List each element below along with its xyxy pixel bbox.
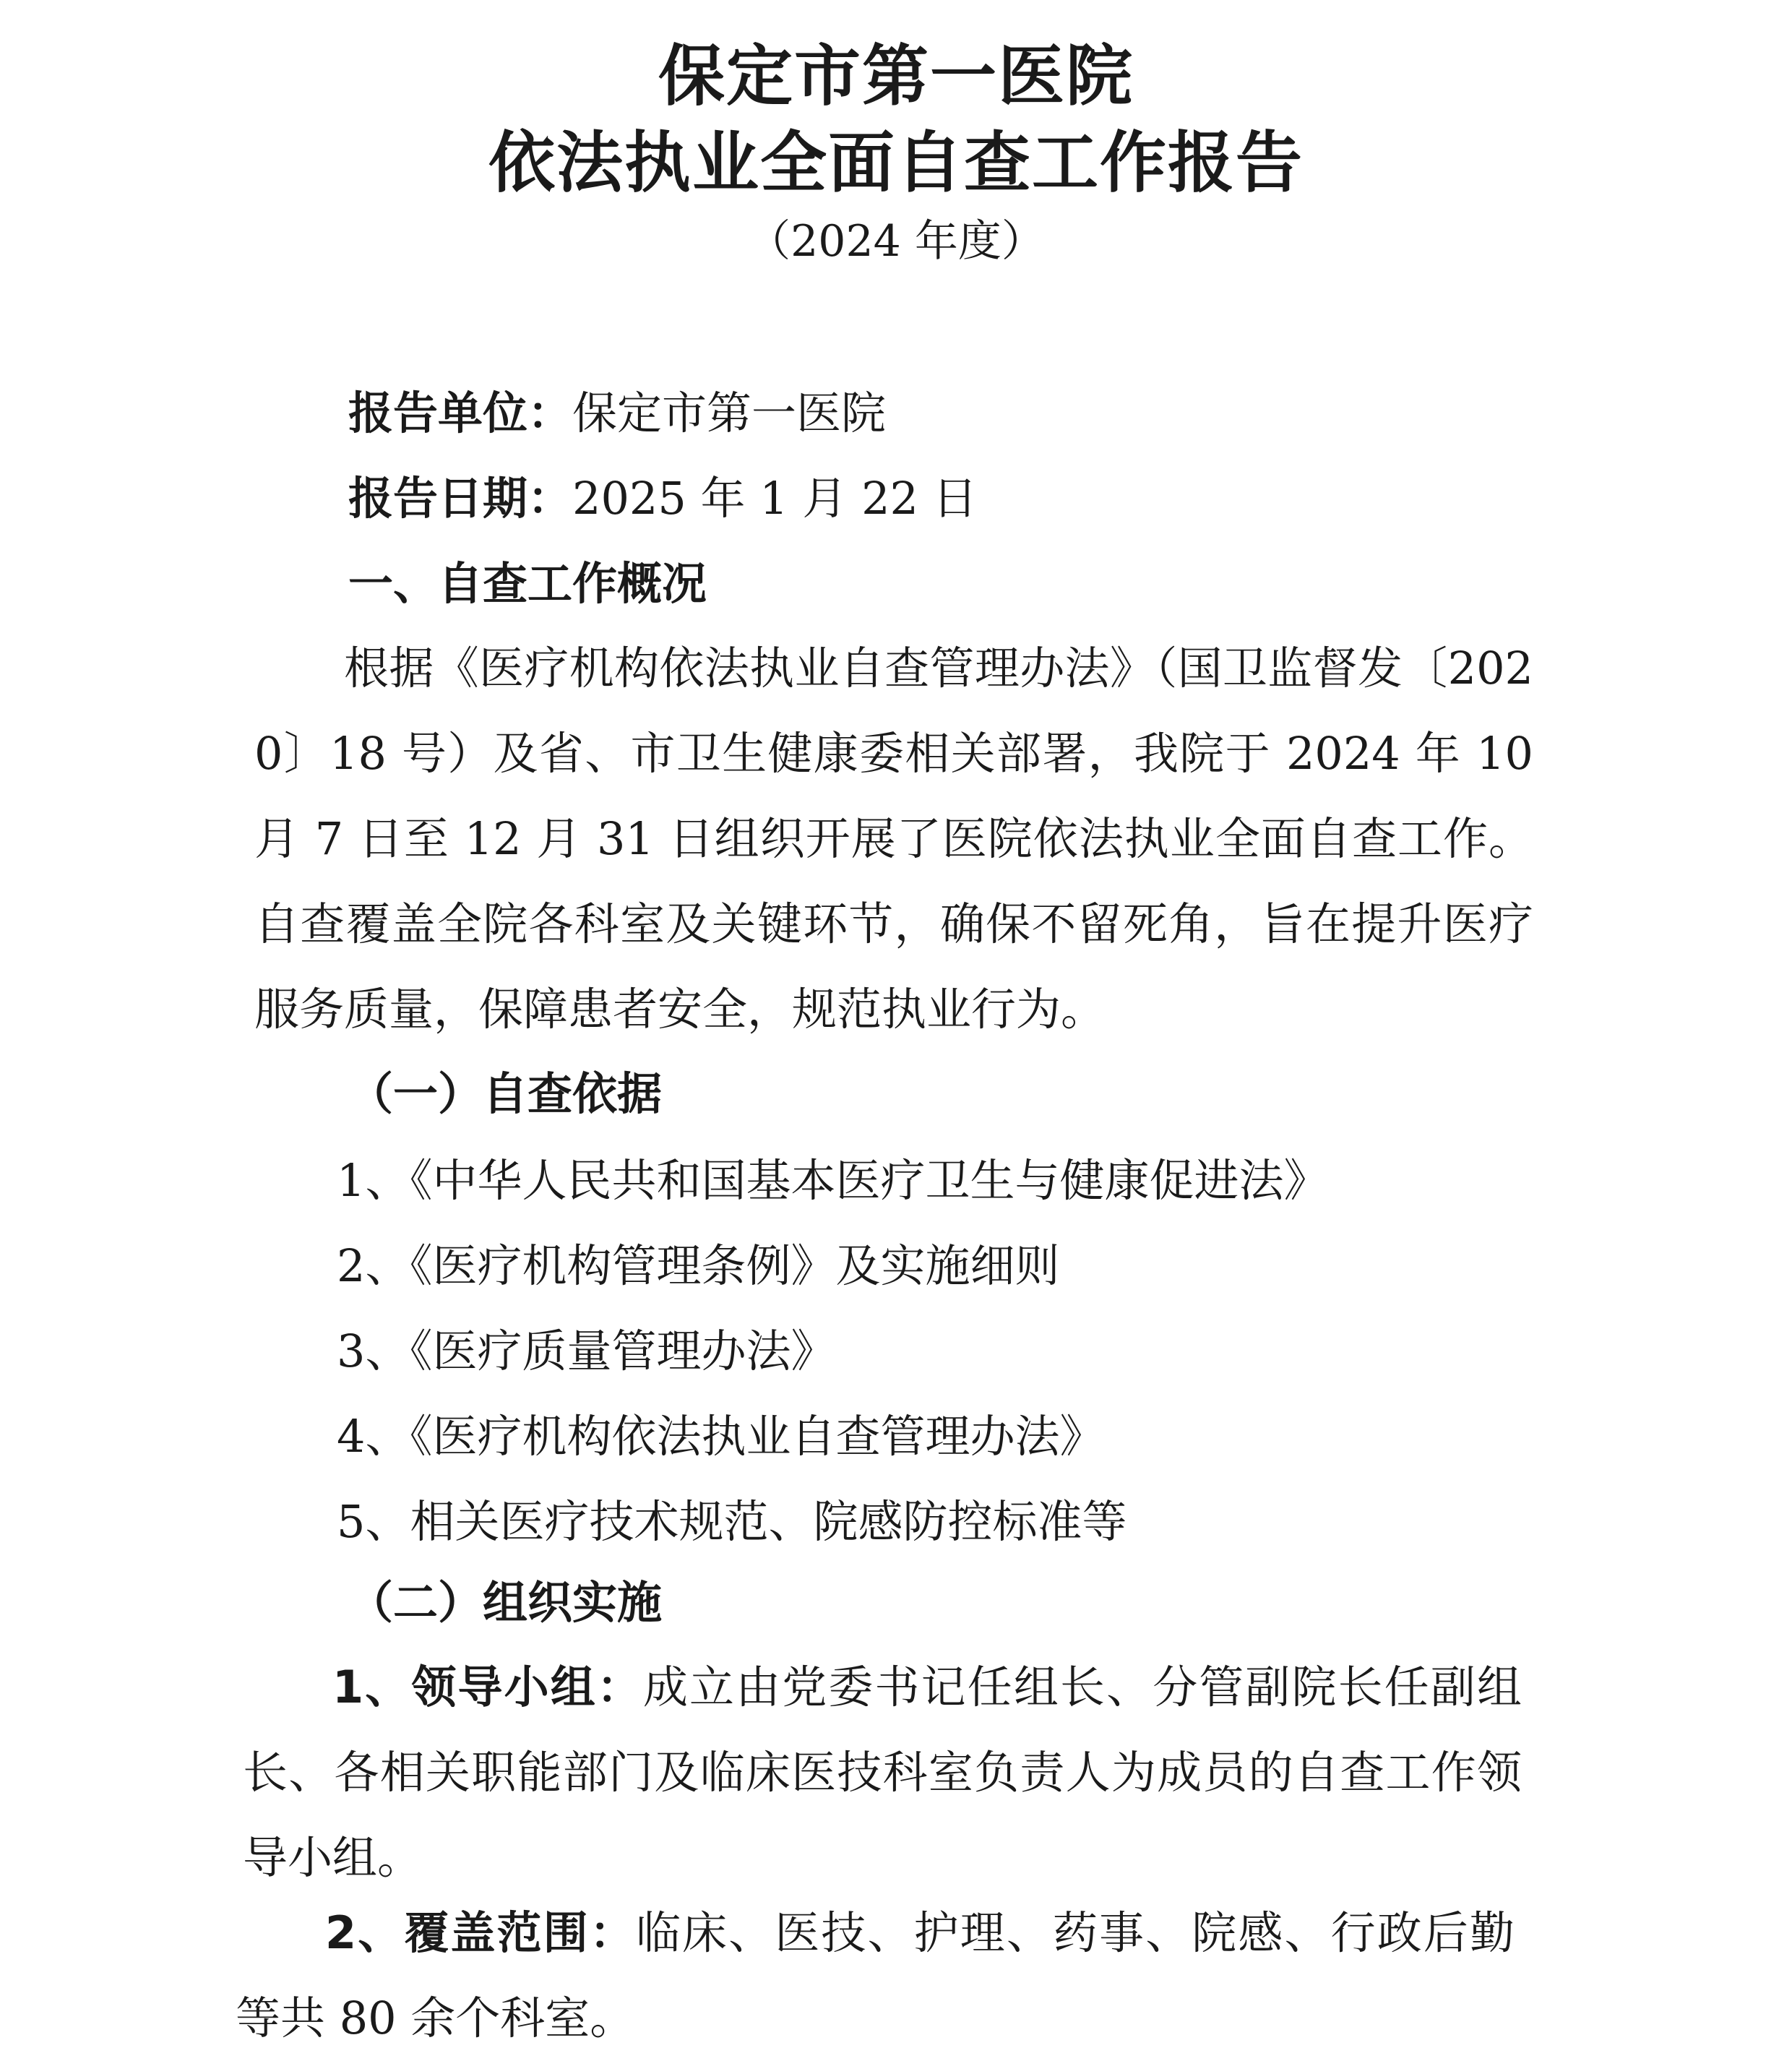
leadership-group-text: 成立由党委书记任组长、分管副院长任副组长、各相关职能部门及临床医技科室负责人为成员的自查工作领导小组。 <box>243 1661 1522 1884</box>
coverage-scope-label: 2、覆盖范围： <box>325 1906 636 1959</box>
subsection-heading-basis: （一）自查依据 <box>348 1067 663 1120</box>
section-heading: 一、自查工作概况 <box>348 557 707 610</box>
basis-item: 2、《医疗机构管理条例》及实施细则 <box>337 1239 1060 1292</box>
leadership-group-label: 1、领导小组： <box>332 1661 643 1713</box>
basis-item: 1、《中华人民共和国基本医疗卫生与健康促进法》 <box>337 1154 1329 1207</box>
basis-item: 4、《医疗机构依法执业自查管理办法》 <box>337 1410 1105 1463</box>
overview-paragraph: 根据《医疗机构依法执业自查管理办法》（国卫监督发〔2020〕18 号）及省、市卫生健康委相关部署，我院于 2024 年 10 月 7 日至 12 月 31 日组织开展了医院依法执业全面自查工作。自查覆盖全院各科室及关键环节，确保不留死角，旨在提升医疗服务质量，保障患者安全，规范执业行为。 <box>254 642 1533 1036</box>
report-unit-value: 保定市第一医院 <box>572 387 887 439</box>
report-date-value: 2025 年 1 月 22 日 <box>572 472 978 525</box>
coverage-scope-text: 临床、医技、护理、药事、院感、行政后勤等共 80 余个科室。 <box>236 1906 1515 2044</box>
coverage-scope-paragraph <box>236 1890 1515 2061</box>
report-year: （2024 年度） <box>747 216 1045 267</box>
basis-item: 5、相关医疗技术规范、院感防控标准等 <box>337 1495 1127 1548</box>
basis-item: 3、《医疗质量管理办法》 <box>337 1325 836 1377</box>
leadership-group-paragraph <box>243 1645 1522 1901</box>
subsection-heading-implementation: （二）组织实施 <box>348 1576 663 1629</box>
report-title-main: 依法执业全面自查工作报告 <box>488 124 1304 202</box>
report-title-hospital: 保定市第一医院 <box>658 38 1134 115</box>
report-unit-label: 报告单位： <box>348 387 573 439</box>
report-date-label: 报告日期： <box>348 472 573 525</box>
